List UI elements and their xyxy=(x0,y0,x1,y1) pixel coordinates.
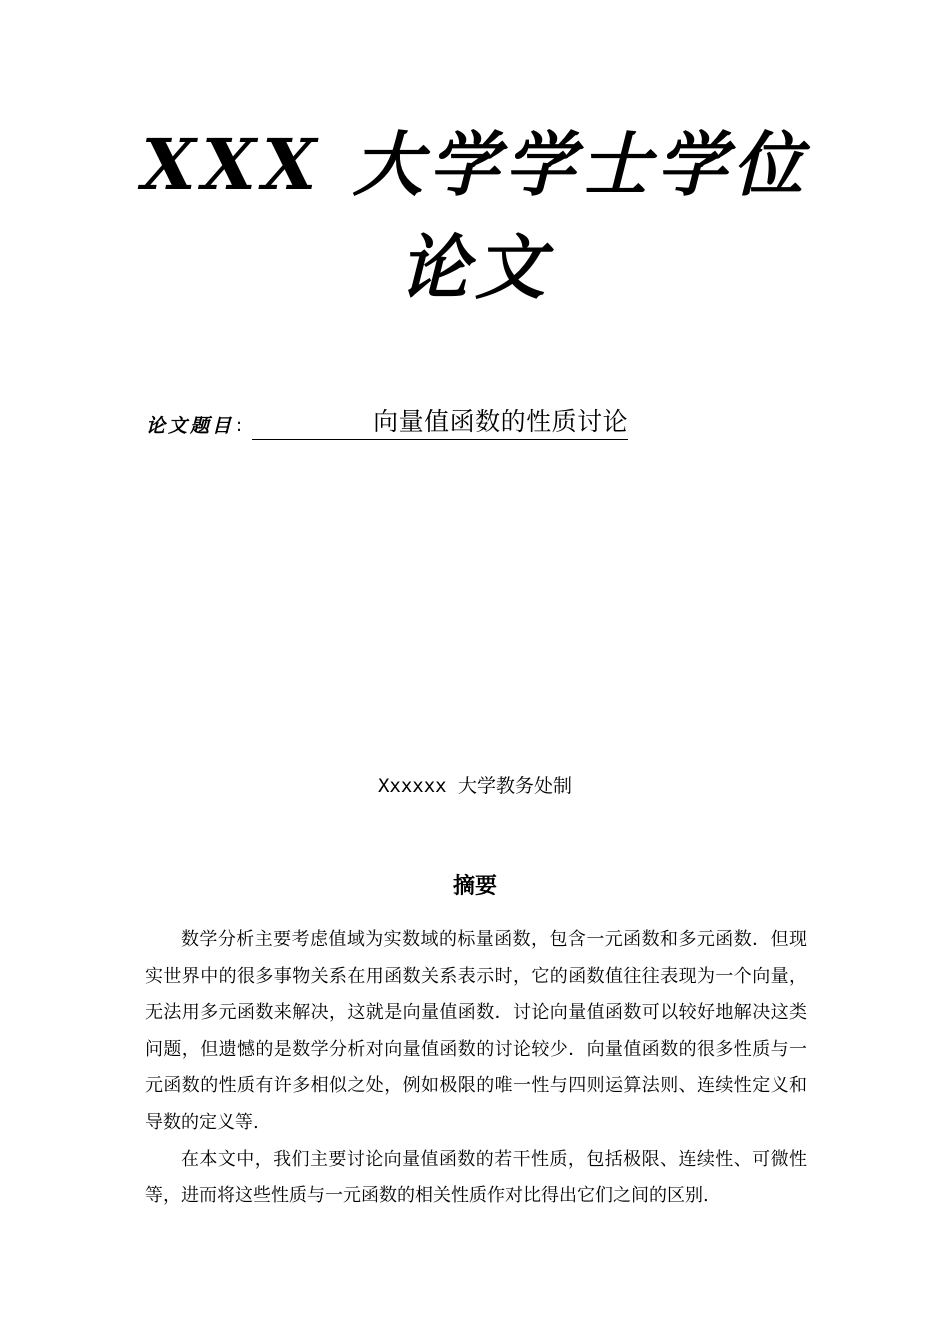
thesis-topic-colon: : xyxy=(236,415,243,436)
abstract-body xyxy=(145,922,807,1215)
issuer-line: Xxxxxx 大学教务处制 xyxy=(377,775,573,797)
abstract-paragraph: 在本文中，我们主要讨论向量值函数的若干性质，包括极限、连续性、可微性等，进而将这些性质与一元函数的相关性质作对比得出它们之间的区别. xyxy=(145,1148,807,1207)
thesis-title-line-1: XXX 大学学士学位 xyxy=(141,123,809,206)
thesis-topic-row xyxy=(146,400,628,440)
thesis-title-line-2: 论文 xyxy=(399,226,551,309)
thesis-topic-label: 论文题目 xyxy=(146,415,235,437)
abstract-heading: 摘要 xyxy=(452,874,497,899)
thesis-topic-value: 向量值函数的性质讨论 xyxy=(373,407,629,436)
thesis-topic-underline xyxy=(252,406,628,440)
abstract-paragraph: 数学分析主要考虑值域为实数域的标量函数，包含一元函数和多元函数．但现实世界中的很多事物关系在用函数关系表示时，它的函数值往往表现为一个向量，无法用多元函数来解决，这就是向量值函数．讨论向量值函数可以较好地解决这类问题，但遗憾的是数学分析对向量值函数的讨论较少．向量值函数的很多性质与一元函数的性质有许多相似之处，例如极限的唯一性与四则运算法则、连续性定义和导数的定义等. xyxy=(145,929,807,1133)
